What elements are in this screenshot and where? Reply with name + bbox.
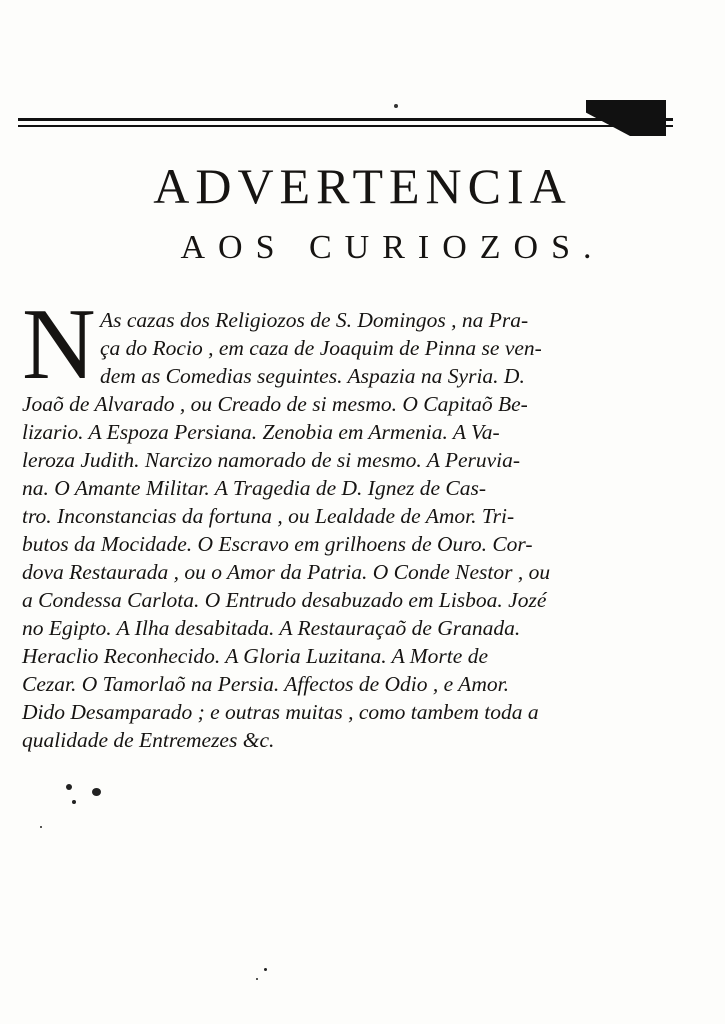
rule-thin: [18, 125, 673, 127]
text-line: qualidade de Entremezes &c.: [22, 728, 275, 752]
text-line: Dido Desamparado ; e outras muitas , como tambem toda a: [22, 700, 539, 724]
ink-dot: [394, 104, 398, 108]
page-subtitle: AOS CURIOZOS.: [180, 229, 605, 266]
text-line: Joaõ de Alvarado , ou Creado de si mesmo. O Capitaõ Be-: [22, 392, 528, 416]
rule-thick: [18, 118, 673, 121]
text-line: na. O Amante Militar. A Tragedia de D. Ignez de Cas-: [22, 476, 487, 500]
text-line: lizario. A Espoza Persiana. Zenobia em Armenia. A Va-: [22, 420, 500, 444]
drop-cap: N: [22, 288, 96, 401]
text-line: dem as Comedias seguintes. Aspazia na Syria. D.: [100, 364, 525, 388]
page-title: ADVERTENCIA: [153, 158, 572, 214]
text-line: butos da Mocidade. O Escravo em grilhoens de Ouro. Cor-: [22, 532, 533, 556]
text-line: tro. Inconstancias da fortuna , ou Lealdade de Amor. Tri-: [22, 504, 515, 528]
text-line: Cezar. O Tamorlaõ na Persia. Affectos de Odio , e Amor.: [22, 672, 509, 696]
text-line: As cazas dos Religiozos de S. Domingos , na Pra-: [100, 308, 529, 332]
text-line: leroza Judith. Narcizo namorado de si mesmo. A Peruvia-: [22, 448, 521, 472]
header-rule: [18, 112, 673, 132]
text-line: dova Restaurada , ou o Amor da Patria. O Conde Nestor , ou: [22, 560, 551, 584]
text-line: a Condessa Carlota. O Entrudo desabuzado em Lisboa. Jozé: [22, 588, 547, 612]
text-line: Heraclio Reconhecido. A Gloria Luzitana. A Morte de: [22, 644, 488, 668]
text-line: ça do Rocio , em caza de Joaquim de Pinna se ven-: [100, 336, 542, 360]
text-line: no Egipto. A Ilha desabitada. A Restauraçaõ de Granada.: [22, 616, 521, 640]
